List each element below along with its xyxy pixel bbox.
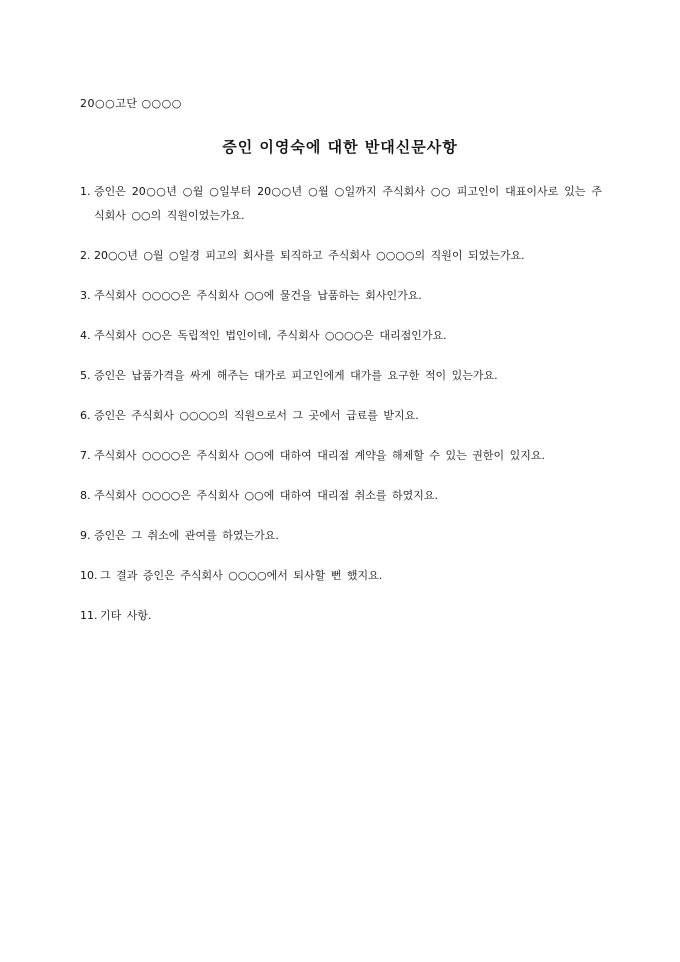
question-item-9 xyxy=(80,524,602,548)
question-text: 증인은 주식회사 ○○○○의 직원으로서 그 곳에서 급료를 받지요. xyxy=(94,409,419,422)
question-item-5 xyxy=(80,364,602,388)
case-number: 20○○고단 ○○○○ xyxy=(80,97,182,110)
question-text: 주식회사 ○○○○은 주식회사 ○○에 대하여 대리점 계약을 해제할 수 있는 권한이 있지요. xyxy=(94,449,545,462)
question-number: 11. xyxy=(80,609,98,622)
question-number: 1. xyxy=(80,185,91,198)
question-number: 2. xyxy=(80,249,91,262)
question-text: 주식회사 ○○○○은 주식회사 ○○에 물건을 납품하는 회사인가요. xyxy=(94,289,422,302)
question-item-10 xyxy=(80,564,602,588)
question-number: 6. xyxy=(80,409,91,422)
question-text: 20○○년 ○월 ○일경 피고의 회사를 퇴직하고 주식회사 ○○○○의 직원이 되었는가요. xyxy=(94,249,525,262)
question-item-3 xyxy=(80,284,602,308)
question-text: 주식회사 ○○○○은 주식회사 ○○에 대하여 대리점 취소를 하였지요. xyxy=(94,489,438,502)
question-item-8 xyxy=(80,484,602,508)
document-title: 증인 이영숙에 대한 반대신문사항 xyxy=(222,138,458,156)
question-number: 10. xyxy=(80,569,98,582)
question-text: 주식회사 ○○은 독립적인 법인이데, 주식회사 ○○○○은 대리점인가요. xyxy=(94,329,447,342)
question-text: 그 결과 증인은 주식회사 ○○○○에서 퇴사할 뻔 했지요. xyxy=(100,569,383,582)
question-item-11 xyxy=(80,604,602,628)
question-text: 증인은 납품가격을 싸게 해주는 대가로 피고인에게 대가를 요구한 적이 있는가요. xyxy=(94,369,498,382)
question-number: 3. xyxy=(80,289,91,302)
question-text: 증인은 그 취소에 관여를 하였는가요. xyxy=(94,529,279,542)
question-item-2 xyxy=(80,244,602,268)
question-text: 증인은 20○○년 ○월 ○일부터 20○○년 ○월 ○일까지 주식회사 ○○ 피고인이 대표이사로 있는 주식회사 ○○의 직원이었는가요. xyxy=(94,185,602,222)
question-list xyxy=(80,180,602,644)
question-number: 4. xyxy=(80,329,91,342)
question-item-1 xyxy=(80,180,602,228)
question-item-7 xyxy=(80,444,602,468)
question-number: 9. xyxy=(80,529,91,542)
question-item-6 xyxy=(80,404,602,428)
question-text: 기타 사항. xyxy=(100,609,152,622)
question-item-4 xyxy=(80,324,602,348)
question-number: 5. xyxy=(80,369,91,382)
question-number: 7. xyxy=(80,449,91,462)
question-number: 8. xyxy=(80,489,91,502)
